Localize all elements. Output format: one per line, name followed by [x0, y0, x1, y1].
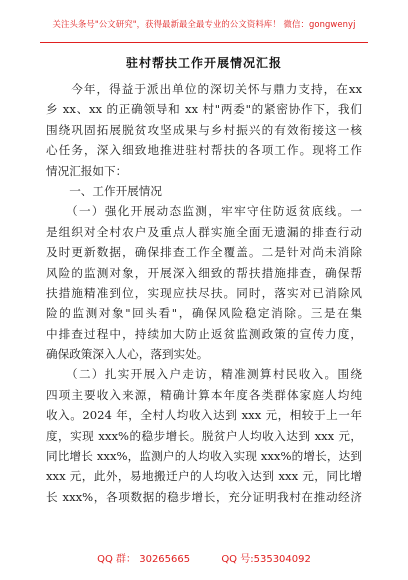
footer-qq-group: QQ 群： 30265665 — [97, 554, 191, 565]
text-line: 心任务，深入细致地推进驻村帮扶的各项工作。现将工作 — [46, 143, 362, 158]
header-banner: 关注头条号"公文研究"，获得最新最全最专业的公文资料库！ 微信：gongwenyj — [52, 19, 356, 29]
text-line: 乡 xx、xx 的正确领导和 xx 村"两委"的紧密协作下，我们 — [46, 102, 362, 117]
text-line: 是组织对全村农户及重点人群实施全面无遗漏的排查行动 — [46, 224, 362, 239]
footer-contact — [0, 550, 408, 565]
text-line: 确保政策深入人心，落到实处。 — [46, 347, 209, 362]
text-line: 围绕巩固拓展脱贫攻坚成果与乡村振兴的有效衔接这一核 — [46, 122, 362, 137]
text-line: 及时更新数据，确保排查工作全覆盖。二是针对尚未消除 — [46, 245, 362, 260]
text-line: 一、工作开展情况 — [46, 183, 162, 198]
text-line: 收入。2024 年，全村人均收入达到 xxx 元，相较于上一年 — [46, 408, 362, 423]
text-line: 险的监测对象"回头看"，确保风险稳定消除。三是在集 — [46, 306, 362, 321]
text-line: 扶措施精准到位，实现应扶尽扶。同时，落实对已消除风 — [46, 285, 362, 300]
header-divider — [40, 42, 368, 43]
document-title: 驻村帮扶工作开展情况汇报 — [125, 56, 282, 70]
text-line: 情况汇报如下： — [46, 163, 128, 178]
text-line: 中排查过程中，持续加大防止返贫监测政策的宣传力度， — [46, 326, 362, 341]
text-line: 风险的监测对象，开展深入细致的帮扶措施排查，确保帮 — [46, 265, 362, 280]
text-line: xxx 元，此外，易地搬迁户的人均收入达到 xxx 元，同比增 — [46, 469, 362, 484]
document-body — [46, 79, 362, 507]
footer-qq-number: QQ 号:535304092 — [221, 554, 311, 565]
text-line: 长 xxx%，各项数据的稳步增长，充分证明我村在推动经济 — [46, 489, 362, 504]
text-line: 度，实现 xxx%的稳步增长。脱贫户人均收入达到 xxx 元， — [46, 428, 362, 443]
text-line: （二）扎实开展入户走访，精准测算村民收入。围绕 — [46, 367, 362, 382]
text-line: 四项主要收入来源，精确计算本年度各类群体家庭人均纯 — [46, 387, 362, 402]
text-line: （一）强化开展动态监测，牢牢守住防返贫底线。一 — [46, 204, 362, 219]
text-line: 同比增长 xxx%，监测户的人均收入实现 xxx%的增长，达到 — [46, 449, 362, 464]
text-line: 今年，得益于派出单位的深切关怀与鼎力支持，在xx — [46, 82, 362, 96]
